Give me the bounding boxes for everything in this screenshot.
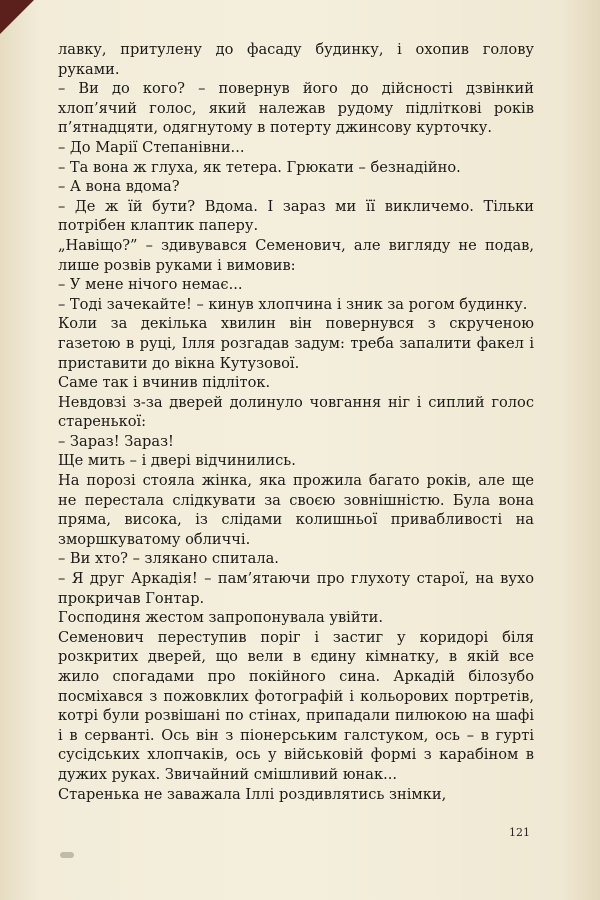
paragraph: лавку, притулену до фасаду будинку, і охопив голову руками. <box>58 41 534 78</box>
paragraph: – Ви до кого? – повернув його до дійсності дзвінкий хлоп’ячий голос, який належав рудому підліткові років п’ятнадцяти, одягнутому в потерту джинсову курточку. <box>58 80 534 137</box>
paragraph: Ще мить – і двері відчинились. <box>58 452 296 470</box>
paragraph: Невдовзі з-за дверей долинуло човгання ніг і сиплий голос старенької: <box>58 393 534 431</box>
page-corner-mark <box>0 0 34 34</box>
paragraph: Саме так і вчинив підліток. <box>58 374 271 392</box>
paragraph: Старенька не заважала Іллі роздивлятись знімки, <box>58 785 447 803</box>
paragraph: – Ви хто? – злякано спитала. <box>58 550 279 568</box>
paragraph: – Я друг Аркадія! – пам’ятаючи про глухоту старої, на вухо прокричав Гонтар. <box>58 570 534 607</box>
paragraph: Семенович переступив поріг і застиг у коридорі біля розкритих дверей, що вели в єдину кімнатку, в якій все жило спогадами про покійного сина. Аркадій білозубо посміхався з пожовклих фотографій і кольорових портретів, котрі були розвішані по стінах, припадали пилюкою на шафі і в серванті. Ось він з піонерським галстуком, ось – в гурті сусідських хлопчаків, ось у військовій формі з карабіном в дужих руках. Звичайний смішливий юнак... <box>58 628 534 783</box>
paragraph: – До Марії Степанівни... <box>58 138 245 156</box>
paragraph: – Та вона ж глуха, як тетера. Грюкати – безнадійно. <box>58 158 461 176</box>
body-text <box>58 40 534 804</box>
paragraph: – Де ж їй бути? Вдома. І зараз ми її викличемо. Тільки потрібен клаптик паперу. <box>58 197 534 235</box>
paragraph: – А вона вдома? <box>58 178 180 196</box>
paragraph: „Навіщо?” – здивувався Семенович, але вигляду не подав, лише розвів руками і вимовив: <box>58 236 534 274</box>
paragraph: – Зараз! Зараз! <box>58 432 174 450</box>
paragraph: На порозі стояла жінка, яка прожила багато років, але ще не перестала слідкувати за своєю зовнішністю. Була вона пряма, висока, із слідами колишньої привабливості на зморшкуватому обличчі. <box>58 472 534 548</box>
paragraph: – Тоді зачекайте! – кинув хлопчина і зник за рогом будинку. <box>58 295 528 313</box>
paragraph: – У мене нічого немає... <box>58 276 243 294</box>
page-number: 121 <box>509 826 530 839</box>
paragraph: Коли за декілька хвилин він повернувся з скрученою газетою в руці, Ілля розгадав задум: треба запалити факел і приставити до вікна Кутузової. <box>58 315 534 372</box>
paragraph: Господиня жестом запропонувала увійти. <box>58 609 384 627</box>
ink-smudge <box>60 852 74 858</box>
